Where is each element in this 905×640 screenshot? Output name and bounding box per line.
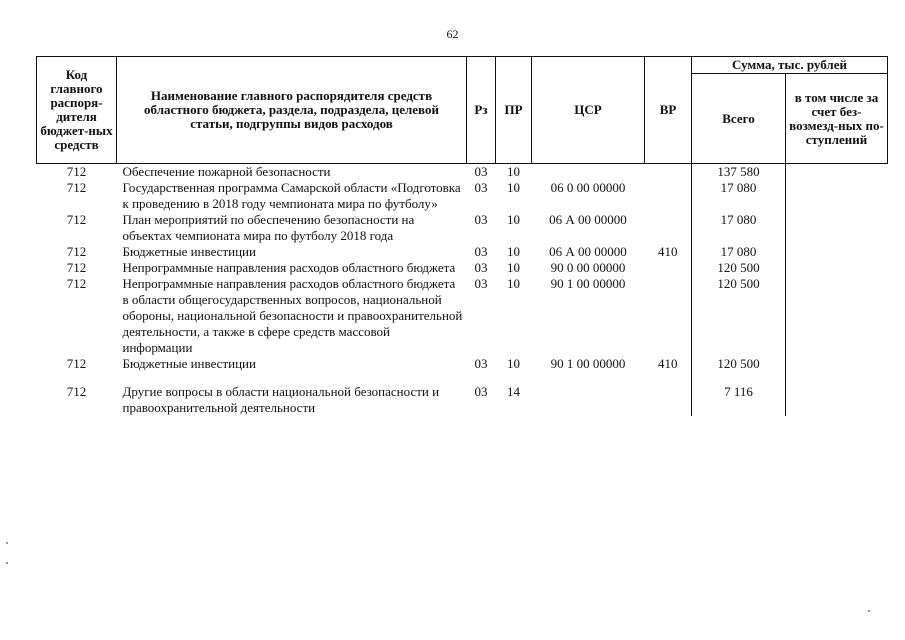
free-receipts-cell [786,372,888,416]
vr-cell [645,212,692,244]
free-receipts-cell [786,260,888,276]
header-csr: ЦСР [532,57,645,164]
free-receipts-cell [786,244,888,260]
rz-cell: 03 [474,164,488,179]
csr-cell [532,164,645,181]
header-name: Наименование главного распорядителя средств областного бюджета, раздела, подраздела, целевой статьи, подгруппы видов расходов [117,57,467,164]
vr-cell: 410 [658,356,678,371]
rz-cell: 03 [474,244,488,259]
free-receipts-cell [786,212,888,244]
code-cell: 712 [66,260,87,275]
csr-cell: 90 0 00 00000 [550,260,626,275]
scan-mark [868,610,870,612]
rz-cell: 03 [474,180,488,195]
pr-cell: 10 [507,244,520,259]
name-cell: Другие вопросы в области национальной безопасности и правоохранительной деятельности [122,384,440,415]
header-total: Всего [692,74,786,164]
header-free-receipts: в том числе за счет без-возмезд-ных по-ступлений [786,74,888,164]
total-cell: 17 080 [692,244,786,260]
total-cell: 17 080 [692,180,786,212]
header-sum-group: Сумма, тыс. рублей [692,57,888,74]
table-row [37,372,888,416]
code-cell: 712 [66,180,87,195]
table-row [37,180,888,212]
rz-cell: 03 [474,260,488,275]
code-cell: 712 [66,244,87,259]
scan-mark [6,542,8,544]
csr-cell: 90 1 00 00000 [550,276,626,291]
code-cell: 712 [66,276,87,291]
csr-cell: 06 0 00 00000 [550,180,626,195]
vr-cell [645,260,692,276]
table-header [37,57,888,164]
table-row [37,244,888,260]
table-row [37,212,888,244]
vr-cell [645,180,692,212]
header-pr: ПР [496,57,532,164]
rz-cell: 03 [474,356,488,371]
vr-cell [645,372,692,416]
pr-cell: 10 [507,164,520,179]
table-row [37,356,888,372]
free-receipts-cell [786,276,888,356]
total-cell: 17 080 [692,212,786,244]
csr-cell: 06 А 00 00000 [549,244,627,259]
page-number: 62 [446,27,459,41]
header-vr: ВР [645,57,692,164]
name-cell: Государственная программа Самарской области «Подготовка к проведению в 2018 году чемпионата мира по футболу» [122,180,461,211]
header-rz: Рз [467,57,496,164]
free-receipts-cell [786,356,888,372]
name-cell: План мероприятий по обеспечению безопасности на объектах чемпионата мира по футболу 2018 года [122,212,415,243]
rz-cell: 03 [474,384,488,399]
table-body [37,164,888,417]
pr-cell: 10 [507,260,520,275]
csr-cell [532,372,645,416]
name-cell: Бюджетные инвестиции [122,244,256,259]
total-cell: 120 500 [692,276,786,356]
name-cell: Непрограммные направления расходов областного бюджета [122,260,456,275]
csr-cell: 06 А 00 00000 [549,212,627,227]
table-row [37,260,888,276]
csr-cell: 90 1 00 00000 [550,356,626,371]
budget-table [36,56,888,416]
code-cell: 712 [66,164,87,179]
vr-cell [645,164,692,181]
pr-cell: 14 [507,384,520,399]
header-code: Код главного распоря-дителя бюджет-ных средств [37,57,117,164]
rz-cell: 03 [474,212,488,227]
table-row [37,276,888,356]
total-cell: 120 500 [692,260,786,276]
pr-cell: 10 [507,180,520,195]
free-receipts-cell [786,164,888,181]
code-cell: 712 [66,384,87,399]
name-cell: Бюджетные инвестиции [122,356,256,371]
table-row [37,164,888,181]
scan-mark [6,562,8,564]
name-cell: Непрограммные направления расходов областного бюджета в области общегосударственных вопросов, национальной обороны, национальной безопасности и правоохранительной деятельности, а также в сфере средств массовой информации [122,276,463,355]
vr-cell: 410 [658,244,678,259]
pr-cell: 10 [507,356,520,371]
pr-cell: 10 [507,276,520,291]
rz-cell: 03 [474,276,488,291]
total-cell: 7 116 [692,372,786,416]
code-cell: 712 [66,356,87,371]
vr-cell [645,276,692,356]
name-cell: Обеспечение пожарной безопасности [122,164,331,179]
free-receipts-cell [786,180,888,212]
code-cell: 712 [66,212,87,227]
total-cell: 120 500 [692,356,786,372]
pr-cell: 10 [507,212,520,227]
total-cell: 137 580 [692,164,786,181]
